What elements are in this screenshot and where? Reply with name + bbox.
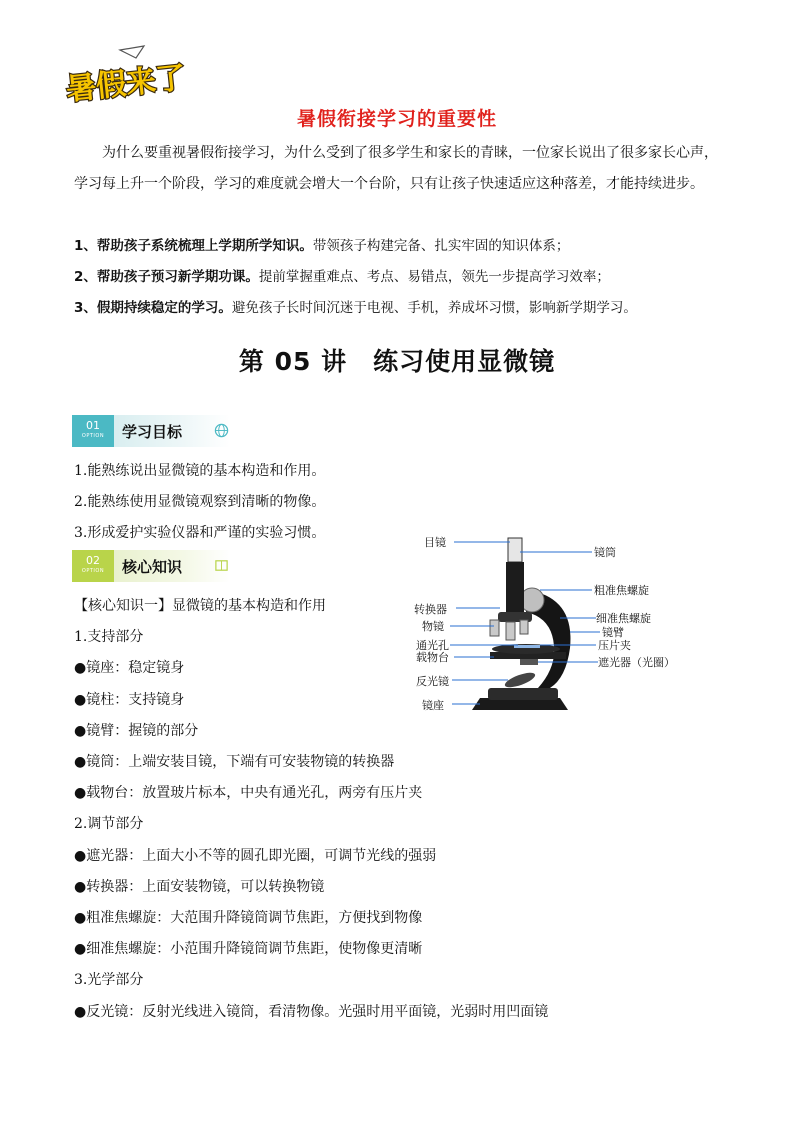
section-option-text: OPTION [81, 433, 105, 439]
section-number [72, 550, 114, 582]
section-num-text: 01 [86, 419, 100, 432]
section-label-box [114, 550, 230, 582]
content-line: ●遮光器：上面大小不等的圆孔即光圈，可调节光线的强弱 [74, 847, 437, 864]
benefits-list [74, 231, 734, 324]
section-num-text: 02 [86, 554, 100, 567]
lesson-title: 第 05 讲 练习使用显微镜 [238, 347, 556, 376]
label-coarse-focus: 粗准焦螺旋 [594, 584, 649, 597]
label-eyepiece: 目镜 [424, 536, 446, 549]
section-tag-goals [72, 415, 230, 447]
content-line: ●镜柱：支持镜身 [74, 691, 185, 708]
content-line: ●载物台：放置玻片标本，中央有通光孔，两旁有压片夹 [74, 785, 423, 802]
content-line: ●细准焦螺旋：小范围升降镜筒调节焦距，使物像更清晰 [74, 941, 423, 958]
content-line: ●镜座：稳定镜身 [74, 660, 185, 677]
content-line: 2.调节部分 [74, 816, 144, 833]
label-aperture: 通光孔 [416, 639, 449, 652]
section-label: 学习目标 [122, 423, 183, 441]
label-nosepiece: 转换器 [414, 603, 447, 616]
section-label-box [114, 415, 230, 447]
knowledge-heading: 【核心知识一】显微镜的基本构造和作用 [74, 598, 326, 614]
label-objective: 物镜 [422, 620, 444, 633]
content-line: 3.光学部分 [74, 972, 144, 989]
benefit-text: 提前掌握重难点、考点、易错点，领先一步提高学习效率； [258, 269, 610, 285]
benefit-bold: 1、帮助孩子系统梳理上学期所学知识。 [74, 238, 313, 254]
benefit-item [74, 231, 734, 262]
benefit-text: 避免孩子长时间沉迷于电视、手机，养成坏习惯，影响新学期学习。 [231, 300, 637, 316]
label-arm: 镜臂 [602, 626, 624, 639]
content-line: 1.支持部分 [74, 629, 144, 646]
section-tag-knowledge [72, 550, 230, 582]
benefit-item [74, 293, 734, 324]
section-option-text: OPTION [81, 568, 105, 574]
intro-text: 为什么要重视暑假衔接学习，为什么受到了很多学生和家长的青睐，一位家长说出了很多家长心声，学习每上升一个阶段，学习的难度就会增大一个台阶，只有让孩子快速适应这种落差，才能持续进步。 [74, 145, 718, 192]
content-line: ●反光镜：反射光线进入镜筒，看清物像。光强时用平面镜，光弱时用凹面镜 [74, 1003, 549, 1020]
content-line: ●粗准焦螺旋：大范围升降镜筒调节焦距，方便找到物像 [74, 910, 423, 927]
label-stage-clip: 压片夹 [598, 639, 631, 652]
goal-item: 1.能熟练说出显微镜的基本构造和作用。 [74, 463, 326, 479]
section-number [72, 415, 114, 447]
label-fine-focus: 细准焦螺旋 [596, 612, 651, 625]
globe-icon [214, 423, 229, 438]
label-stage: 载物台 [416, 651, 449, 664]
content-line: ●镜臂：握镜的部分 [74, 722, 199, 739]
content-line: ●转换器：上面安装物镜，可以转换物镜 [74, 878, 325, 895]
label-tube: 镜筒 [594, 546, 616, 559]
benefit-item [74, 262, 734, 293]
label-base: 镜座 [422, 699, 444, 712]
label-diaphragm: 遮光器（光圈） [598, 656, 675, 669]
banner-title: 暑假衔接学习的重要性 [296, 108, 497, 130]
content-line: ●镜筒：上端安装目镜，下端有可安装物镜的转换器 [74, 754, 395, 771]
book-icon [214, 558, 229, 573]
microscope-illustration [410, 528, 700, 718]
label-mirror: 反光镜 [416, 675, 449, 688]
knowledge-content [74, 591, 549, 1028]
benefit-bold: 2、帮助孩子预习新学期功课。 [74, 269, 259, 285]
goal-item: 2.能熟练使用显微镜观察到清晰的物像。 [74, 494, 326, 510]
microscope-diagram [410, 528, 700, 718]
benefit-bold: 3、假期持续稳定的学习。 [74, 300, 232, 316]
benefit-text: 带领孩子构建完备、扎实牢固的知识体系； [312, 238, 570, 254]
logo-text: 暑假来了 [64, 60, 188, 106]
goal-item: 3.形成爱护实验仪器和严谨的实验习惯。 [74, 525, 326, 541]
goals-list [74, 456, 325, 549]
section-label: 核心知识 [122, 558, 183, 576]
summer-logo [62, 44, 190, 106]
intro-paragraph [74, 138, 724, 200]
